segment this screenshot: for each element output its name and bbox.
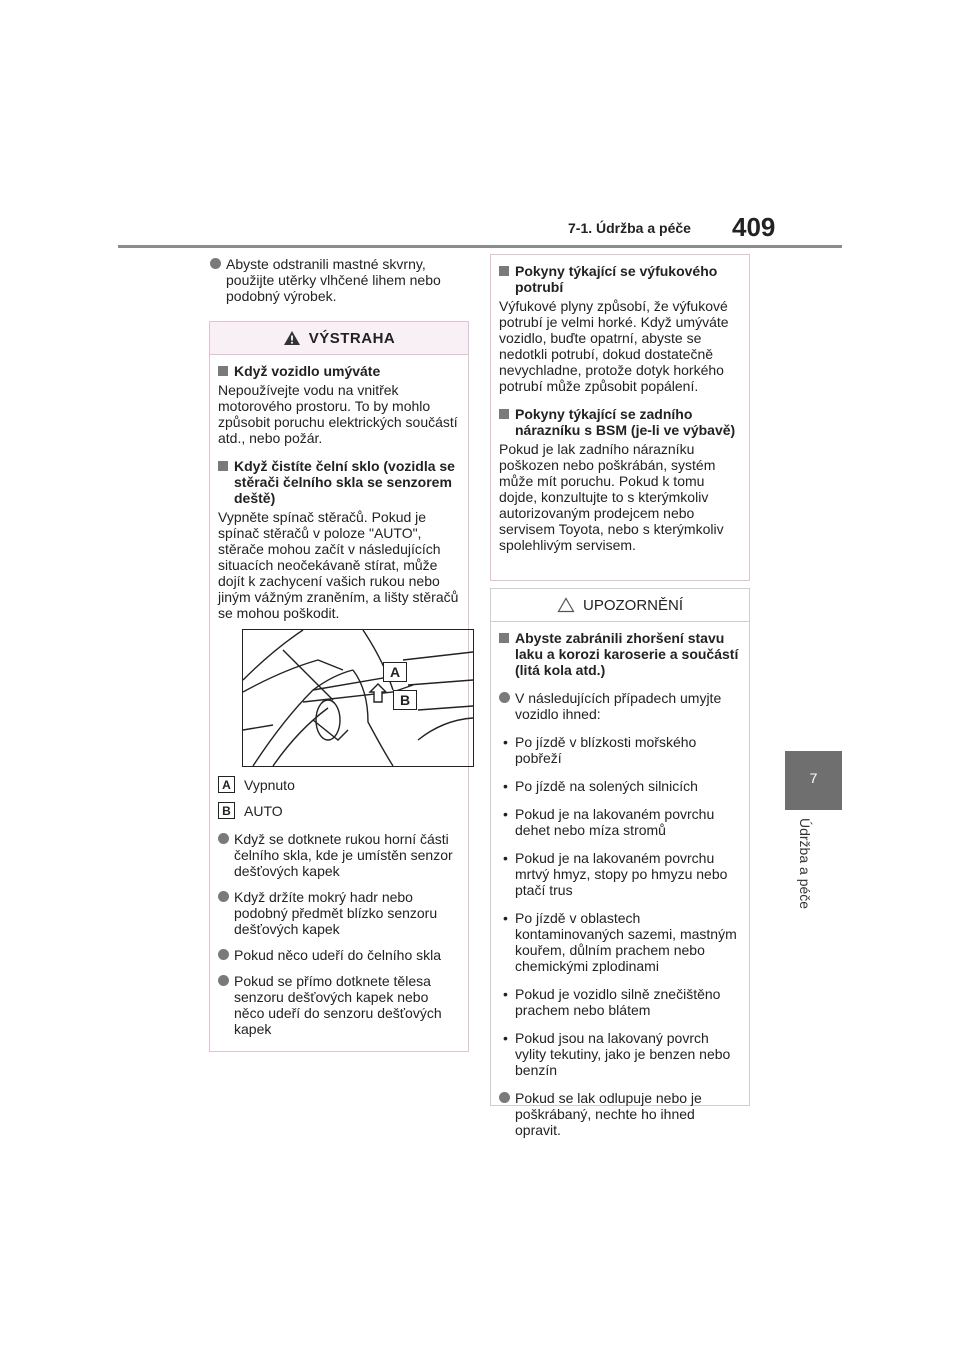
legend-b [218,803,460,819]
subheading-washing: Když vozidlo umýváte [218,363,460,379]
dash-item: • Po jízdě v blízkosti mořského pobřeží [503,734,697,766]
paragraph-bsm: Pokud je lak zadního nárazníku poškozen nebo poškrábán, systém může mít poruchu. Pokud k tomu dojde, konzultujte to s kterýmkoliv autorizovaným prodejcem nebo servisem Toyota, nebo s kterýmkoliv spolehlivým servisem. [499,441,724,553]
subheading-exhaust: Pokyny týkající se výfukového potrubí [499,263,741,295]
figure-label-b: B [393,690,417,710]
square-bullet-icon [499,633,509,643]
repair-bullet: Pokud se lak odlupuje nebo je poškrábaný, nechte ho ihned opravit. [499,1090,741,1138]
bullet-dot-icon [210,258,221,269]
caution-triangle-icon [557,597,575,613]
dash-item: • Pokud je na lakovaném povrchu dehet nebo míza stromů [503,806,715,838]
warning-header [210,322,468,355]
notice-header [491,589,749,622]
subheading-bsm: Pokyny týkající se zadního nárazníku s BSM (je-li ve výbavě) [499,406,741,438]
section-title: 7-1. Údržba a péče [568,220,691,236]
square-bullet-icon [218,366,228,376]
wiper-switch-illustration [242,629,474,767]
chapter-number: 7 [809,770,818,786]
dash-item: • Pokud jsou na lakovaný povrch vylity tekutiny, jako je benzen nebo benzín [503,1030,731,1078]
situation-bullet: Pokud se přímo dotknete tělesa senzoru dešťových kapek nebo něco udeří do senzoru dešťových kapek [218,973,460,1037]
situation-bullet: Pokud něco udeří do čelního skla [218,947,460,963]
warning-triangle-icon [283,330,301,346]
wash-bullet: V následujících případech umyjte vozidlo ihned: [499,690,741,722]
warning-box [209,321,469,1052]
notice-box [490,588,750,1138]
figure-label-a: A [383,662,407,682]
legend-b-text: AUTO [244,803,283,819]
bullet-text: Abyste odstranili mastné skvrny, použijte utěrky vlhčené lihem nebo podobný výrobek. [226,256,441,304]
chapter-title-vertical [796,818,814,928]
bullet-dot-icon [218,949,229,960]
bullet-dot-icon [218,833,229,844]
square-bullet-icon [499,409,509,419]
dash-item: • Po jízdě v oblastech kontaminovaných sazemi, mastným kouřem, důlním prachem nebo chemickými zplodinami [503,910,737,974]
header-divider [118,245,842,248]
subheading-windshield: Když čistíte čelní sklo (vozidla se stěrači čelního skla se senzorem deště) [218,458,460,506]
dash-item: • Pokud je na lakovaném povrchu mrtvý hmyz, stopy po hmyzu nebo ptačí trus [503,850,728,898]
legend-a-tag: A [218,776,235,793]
paragraph-washing: Nepoužívejte vodu na vnitřek motorového prostoru. To by mohlo způsobit poruchu elektrických součástí atd., nebo požár. [218,382,458,446]
bullet-dot-icon [499,692,510,703]
warning-box-continued [490,254,750,581]
situation-bullet: Když se dotknete rukou horní části čelního skla, kde je umístěn senzor dešťových kapek [218,831,460,879]
page-number: 409 [732,212,776,242]
notice-title: UPOZORNĚNÍ [582,596,683,614]
paragraph-windshield: Vypněte spínač stěračů. Pokud je spínač stěračů v poloze "AUTO", stěrače mohou začít v následujících situacích neočekávaně stírat, může dojít k zachycení vašich rukou nebo jiným vážným zraněním, a lišty stěračů se mohou poškodit. [218,509,459,621]
intro-bullet [210,256,468,304]
subheading-paint: Abyste zabránili zhoršení stavu laku a korozi karoserie a součástí (litá kola atd.) [499,630,741,678]
bullet-dot-icon [218,891,229,902]
legend-a [218,777,460,793]
wiper-lever-drawing [243,630,473,766]
bullet-dot-icon [218,975,229,986]
square-bullet-icon [499,266,509,276]
paragraph-exhaust: Výfukové plyny způsobí, že výfukové potrubí je velmi horké. Když umýváte vozidlo, buďte opatrní, abyste se nedotkli potrubí, dokud dostatečně nevychladne, protože dotyk horkého potrubí může způsobit popálení. [499,298,729,394]
legend-a-text: Vypnuto [244,777,295,793]
left-column [210,256,468,312]
dash-item: • Po jízdě na solených silnicích [503,778,698,794]
dash-item: • Pokud je vozidlo silně znečištěno prachem nebo blátem [503,986,721,1018]
square-bullet-icon [218,461,228,471]
warning-title: VÝSTRAHA [308,329,396,347]
situation-bullet: Když držíte mokrý hadr nebo podobný předmět blízko senzoru dešťových kapek [218,889,460,937]
legend-b-tag: B [218,802,235,819]
chapter-title: Údržba a péče [797,818,813,910]
bullet-dot-icon [499,1092,510,1103]
